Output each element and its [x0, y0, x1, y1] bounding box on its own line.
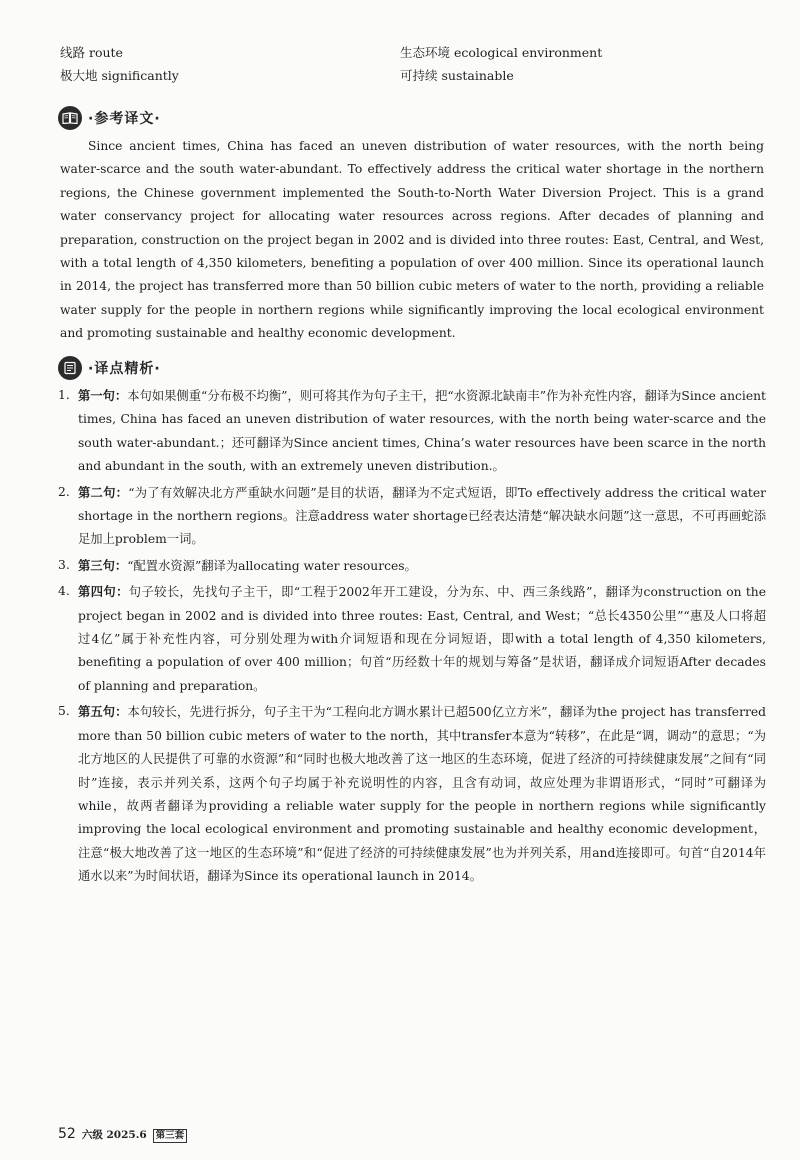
point-text: 本句较长，先进行拆分，句子主干为“工程向北方调水累计已超500亿立方米”，翻译为the project has transferred more than 50 billion cubic meters of water to the north，其中transfer本意为“转移”，在此是“调，调动”的意思；“为北方地区的人民提供了可靠的水资源”和“同时也极大地改善了这一地区的生态环境，促进了经济的可持续健康发展”之间有“同时”连接，表示并列关系，这两个句子均属于补充说明性的内容，且含有动词，故应处理为非谓语形式，“同时”可翻译为while，故两者翻译为providing a reliable water supply for the people in northern regions while significantly improving the local ecological environment and promoting sustainable and healthy economic development，注意“极大地改善了这一地区的生态环境”和“促进了经济的可持续健康发展”也为并列关系，用and连接即可。句首“自2014年通水以来”为时间状语，翻译为Since its operational launch in 2014。	[78, 705, 766, 884]
set-tag: 第三套	[153, 1129, 188, 1143]
point-number: 1.	[58, 388, 70, 402]
point-number: 2.	[58, 484, 70, 499]
analysis-point	[58, 700, 766, 888]
vocabulary-list	[60, 44, 720, 84]
point-number: 4.	[58, 584, 70, 599]
point-text: 本句如果侧重“分布极不均衡”，则可将其作为句子主干，把“水资源北缺南丰”作为补充性内容，翻译为Since ancient times, China has faced an uneven distribution of water resources, with the north being water-scarce and the south water-abundant.；还可翻译为Since ancient times, China’s water resources have been scarce in the north and abundant in the south, with an extremely uneven distribution.。	[78, 389, 766, 474]
point-label: 第四句：	[78, 584, 129, 600]
point-label: 第二句：	[78, 484, 129, 500]
point-label: 第一句：	[78, 388, 128, 403]
vocab-item: 可持续 sustainable	[400, 68, 514, 83]
analysis-points	[58, 384, 766, 891]
point-text: 句子较长，先找句子主干，即“工程于2002年开工建设，分为东、中、西三条线路”，翻译为construction on the project began in 2002 and is divided into three routes: East, Central, and West；“总长4350公里”“惠及人口将超过4亿”属于补充性内容，可分别处理为with介词短语和现在分词短语，即with a total length of 4,350 kilometers, benefiting a population of over 400 million；句首“历经数十年的规划与筹备”是状语，翻译成介词短语After decades of planning and preparation。	[78, 585, 766, 693]
section-title: ·译点精析·	[88, 361, 161, 377]
point-text: “配置水资源”翻译为allocating water resources。	[127, 558, 417, 573]
point-label: 第五句：	[78, 704, 128, 720]
section-title: ·参考译文·	[88, 111, 161, 127]
page-footer	[58, 1126, 187, 1143]
page-number: 52	[58, 1126, 76, 1142]
point-text: “为了有效解决北方严重缺水问题”是目的状语，翻译为不定式短语，即To effectively address the critical water shortage in the northern regions。注意address water shortage已经表达清楚“解决缺水问题”这一意思，不可再画蛇添足加上problem一词。	[78, 485, 766, 547]
analysis-point	[58, 384, 766, 479]
vocab-item: 线路 route	[60, 45, 123, 60]
analysis-point	[58, 554, 766, 578]
translation-analysis-header	[58, 356, 161, 380]
note-icon	[58, 356, 82, 380]
point-label: 第三句：	[78, 557, 128, 573]
reference-translation-header	[58, 106, 161, 130]
analysis-point	[58, 580, 766, 698]
analysis-point	[58, 481, 766, 552]
reference-translation-text: Since ancient times, China has faced an uneven distribution of water resources, with the north being water-scarce and the south water-abundant. To effectively address the critical water shortage in the northern regions, the Chinese government implemented the South-to-North Water Diversion Project. This is a grand water conservancy project for allocating water resources across regions. After decades of planning and preparation, construction on the project began in 2002 and is divided into three routes: East, Central, and West, with a total length of 4,350 kilometers, benefiting a population of over 400 million. Since its operational launch in 2014, the project has transferred more than 50 billion cubic meters of water to the north, providing a reliable water supply for the people in northern regions while significantly improving the local ecological environment and promoting sustainable and healthy economic development.	[60, 139, 764, 341]
point-number: 3.	[58, 557, 70, 572]
point-number: 5.	[58, 704, 70, 719]
issue-label: 六级 2025.6	[81, 1129, 147, 1141]
vocab-item: 生态环境 ecological environment	[400, 45, 603, 60]
book-icon	[58, 106, 82, 130]
vocab-item: 极大地 significantly	[60, 68, 179, 83]
